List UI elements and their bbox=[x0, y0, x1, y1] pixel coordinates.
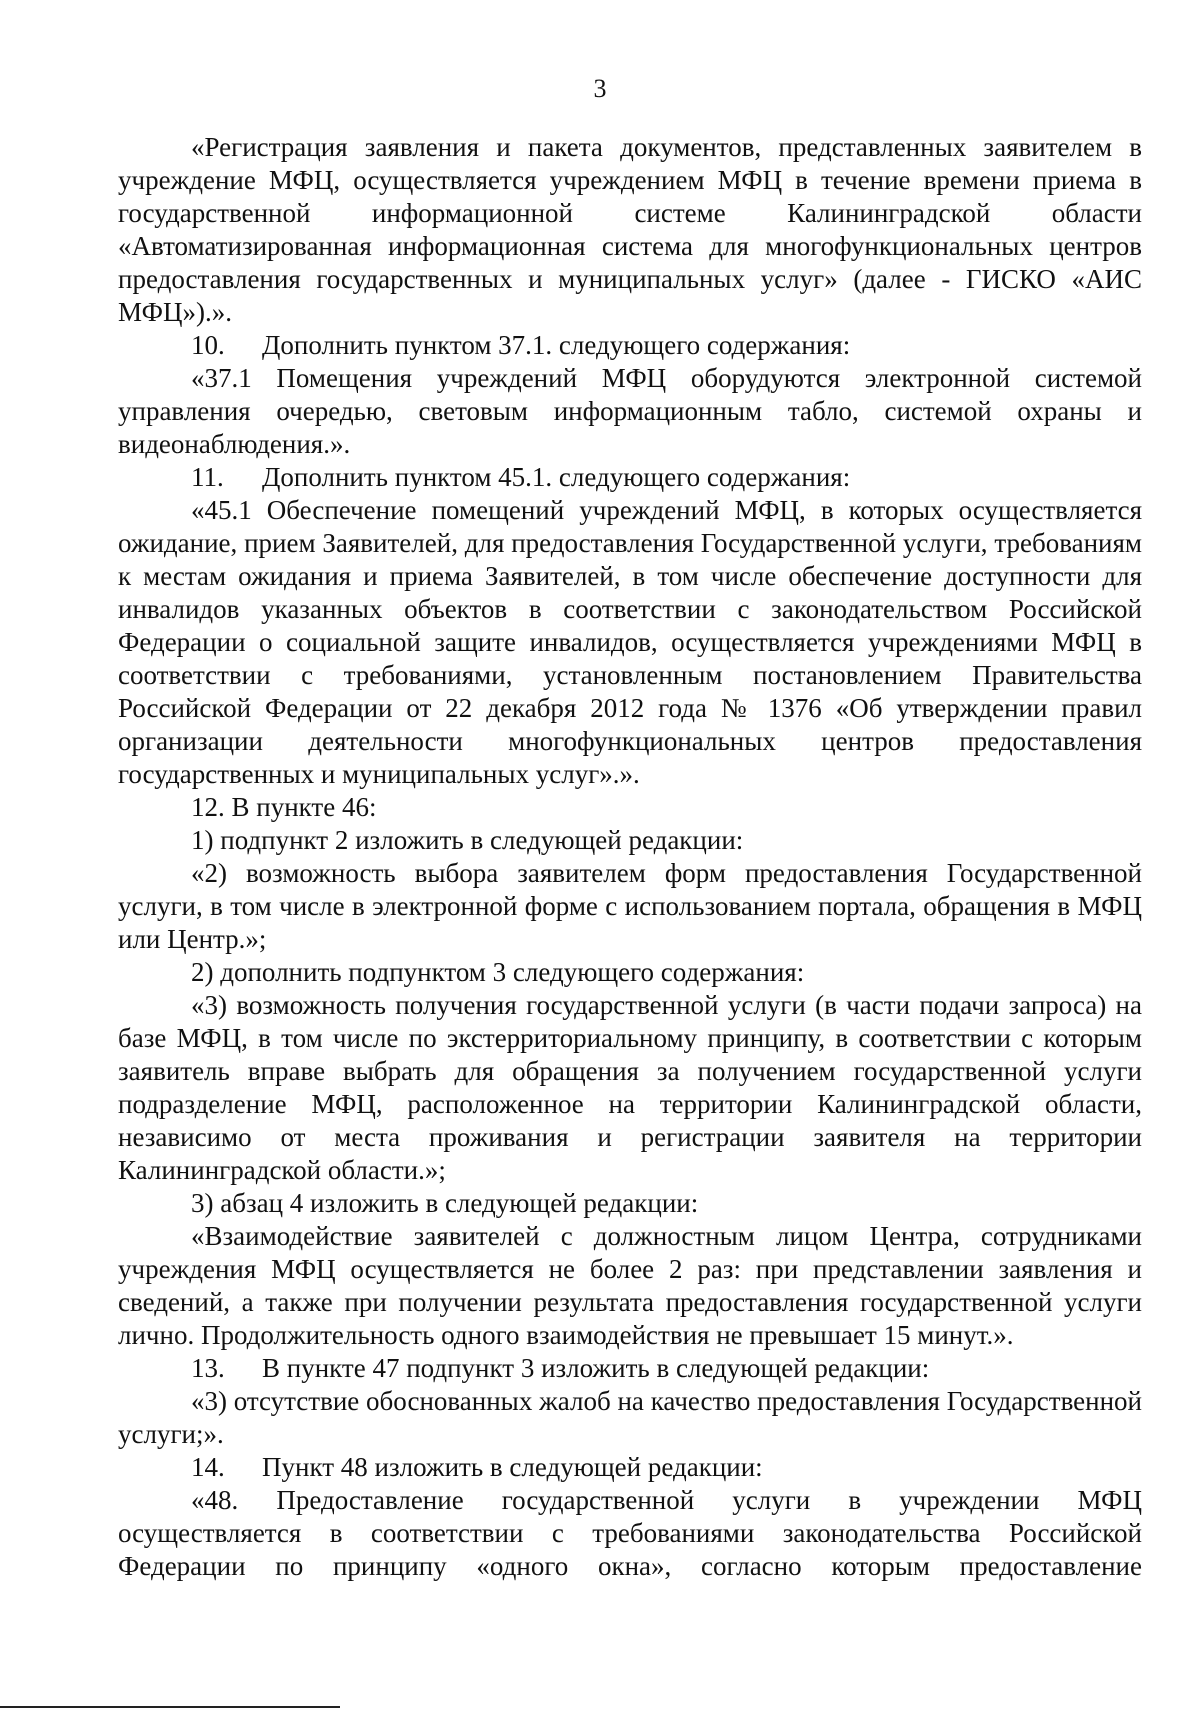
bottom-scan-line bbox=[0, 1706, 340, 1708]
paragraph-subitem-2 bbox=[118, 956, 1142, 989]
paragraph-text: 3) абзац 4 изложить в следующей редакции: bbox=[191, 1188, 699, 1218]
paragraph-item-12 bbox=[118, 791, 1142, 824]
paragraph-item-14 bbox=[118, 1451, 1142, 1484]
paragraph-text: «45.1 Обеспечение помещений учреждений МФЦ, в которых осуществляется ожидание, прием Заявителей, для предоставления Государственной услуги, требованиям к местам ожидания и приема Заявителей, в том числе обеспечение доступности для инвалидов указанных объектов в соответствии с законодательством Российской Федерации о социальной защите инвалидов, осуществляется учреждениями МФЦ в соответствии с требованиями, установленным постановлением Правительства Российской Федерации от 22 декабря 2012 года № 1376 «Об утверждении правил организации деятельности многофункциональных центров предоставления государственных и муниципальных услуг».». bbox=[118, 495, 1142, 789]
paragraph-text: «37.1 Помещения учреждений МФЦ оборудуются электронной системой управления очередью, световым информационным табло, системой охраны и видеонаблюдения.». bbox=[118, 363, 1142, 459]
paragraph-37-1-quote bbox=[118, 362, 1142, 461]
paragraph-text: «Взаимодействие заявителей с должностным лицом Центра, сотрудниками учреждения МФЦ осуществляется не более 2 раз: при представлении заявления и сведений, а также при получении результата предоставления государственной услуги лично. Продолжительность одного взаимодействия не превышает 15 минут.». bbox=[118, 1221, 1142, 1350]
item-number: 13. bbox=[191, 1353, 225, 1383]
paragraph-text: 12. В пункте 46: bbox=[191, 792, 377, 822]
paragraph-text: «48. Предоставление государственной услуги в учреждении МФЦ осуществляется в соответствии с требованиями законодательства Российской Федерации по принципу «одного окна», согласно которым предоставление bbox=[118, 1485, 1142, 1581]
paragraph-subitem-2-quote bbox=[118, 857, 1142, 956]
paragraph-text: «3) отсутствие обоснованных жалоб на качество предоставления Государственной услуги;». bbox=[118, 1386, 1142, 1449]
paragraph-registration-quote bbox=[118, 131, 1142, 329]
paragraph-subitem-1 bbox=[118, 824, 1142, 857]
item-number: 14. bbox=[191, 1452, 225, 1482]
paragraph-text: Дополнить пунктом 45.1. следующего содержания: bbox=[262, 462, 851, 492]
page-number: 3 bbox=[593, 74, 607, 103]
paragraph-text: «2) возможность выбора заявителем форм предоставления Государственной услуги, в том числе в электронной форме с использованием портала, обращения в МФЦ или Центр.»; bbox=[118, 858, 1142, 954]
paragraph-text: «Регистрация заявления и пакета документов, представленных заявителем в учреждение МФЦ, осуществляется учреждением МФЦ в течение времени приема в государственной информационной системе Калининградской области «Автоматизированная информационная система для многофункциональных центров предоставления государственных и муниципальных услуг» (далее - ГИСКО «АИС МФЦ»).». bbox=[118, 132, 1142, 327]
paragraph-subitem-3 bbox=[118, 1187, 1142, 1220]
paragraph-47-3-quote bbox=[118, 1385, 1142, 1451]
paragraph-interaction-quote bbox=[118, 1220, 1142, 1352]
paragraph-text: Пункт 48 изложить в следующей редакции: bbox=[262, 1452, 763, 1482]
paragraph-item-11 bbox=[118, 461, 1142, 494]
item-number: 11. bbox=[191, 462, 224, 492]
paragraph-text: «3) возможность получения государственной услуги (в части подачи запроса) на базе МФЦ, в том числе по экстерриториальному принципу, в соответствии с которым заявитель вправе выбрать для обращения за получением государственной услуги подразделение МФЦ, расположенное на территории Калининградской области, независимо от места проживания и регистрации заявителя на территории Калининградской области.»; bbox=[118, 990, 1142, 1185]
paragraph-subitem-3-quote bbox=[118, 989, 1142, 1187]
paragraph-text: В пункте 47 подпункт 3 изложить в следующей редакции: bbox=[262, 1353, 930, 1383]
paragraph-item-10 bbox=[118, 329, 1142, 362]
item-number: 10. bbox=[191, 330, 225, 360]
paragraph-text: 2) дополнить подпунктом 3 следующего содержания: bbox=[191, 957, 805, 987]
paragraph-48-quote bbox=[118, 1484, 1142, 1583]
document-body bbox=[118, 131, 1142, 1583]
paragraph-item-13 bbox=[118, 1352, 1142, 1385]
paragraph-text: Дополнить пунктом 37.1. следующего содержания: bbox=[262, 330, 851, 360]
paragraph-45-1-quote bbox=[118, 494, 1142, 791]
paragraph-text: 1) подпункт 2 изложить в следующей редакции: bbox=[191, 825, 744, 855]
